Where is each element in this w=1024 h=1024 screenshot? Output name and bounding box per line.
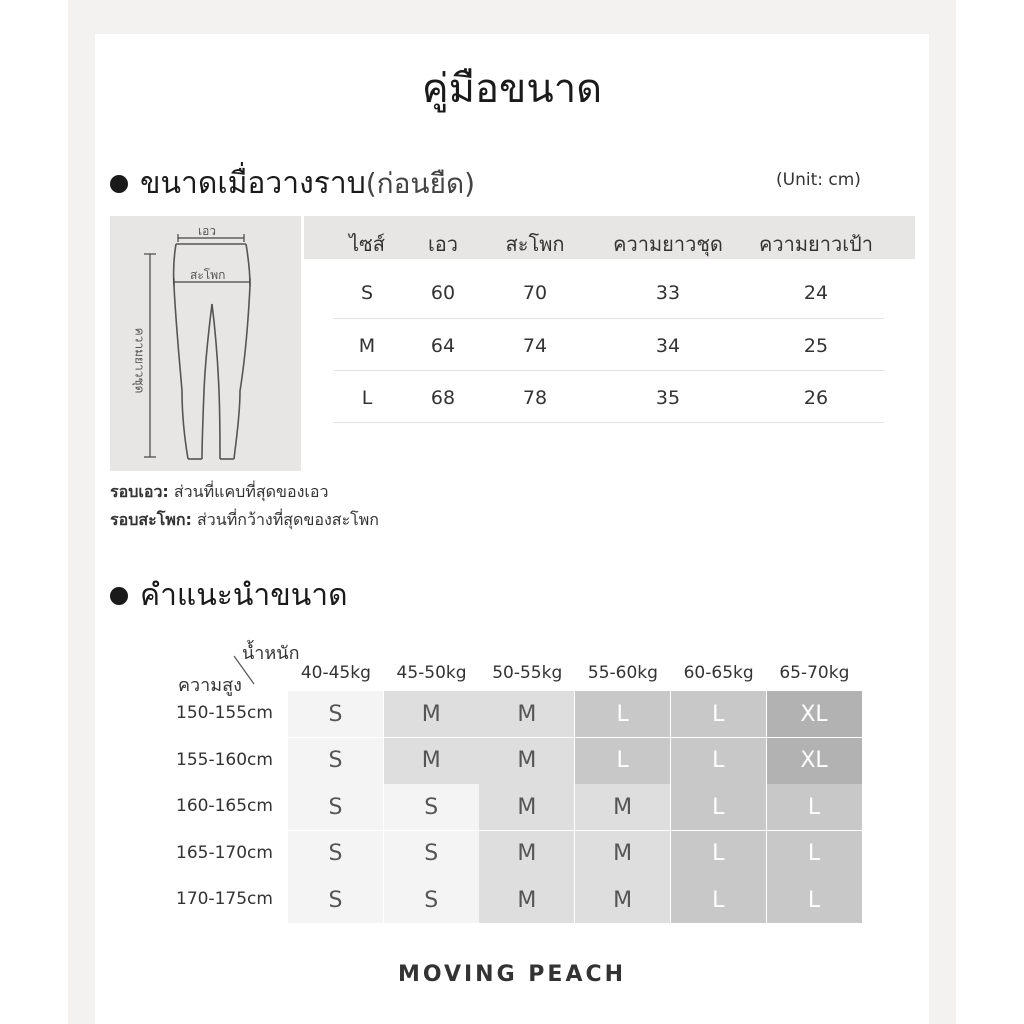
waist-label: เอว <box>198 224 217 238</box>
size-table-column-header: ความยาวเป้า <box>759 232 873 256</box>
size-table-cell: 34 <box>655 335 681 357</box>
size-recommendation-cell: S <box>288 877 384 924</box>
flat-size-heading-note: (ก่อนยืด) <box>365 166 476 200</box>
size-recommendation-cell: L <box>575 691 671 738</box>
height-row-header: 160-165cm <box>176 796 273 817</box>
weight-column-header: 50-55kg <box>492 663 563 683</box>
brand-logo: MOVING PEACH <box>397 962 627 987</box>
axis-divider-icon <box>230 650 260 690</box>
weight-column-header: 45-50kg <box>396 663 467 683</box>
size-recommendation-cell: M <box>479 877 575 924</box>
size-recommendation-cell: M <box>575 877 671 924</box>
size-table-cell: 70 <box>522 282 548 304</box>
size-table-cell: 24 <box>803 282 829 304</box>
flat-size-heading <box>110 160 475 207</box>
leggings-illustration <box>110 216 301 471</box>
weight-axis-label: น้ำหนัก <box>242 643 300 664</box>
size-recommendation-cell: M <box>575 831 671 878</box>
height-row-header: 165-170cm <box>176 842 273 863</box>
size-recommendation-cell: S <box>288 831 384 878</box>
waist-definition <box>110 480 328 505</box>
size-table-cell: 35 <box>655 387 681 409</box>
size-recommendation-cell: L <box>671 691 767 738</box>
waist-definition-term: รอบเอว: <box>110 482 169 501</box>
size-recommendation-cell: S <box>384 877 480 924</box>
hip-definition-term: รอบสะโพก: <box>110 510 192 529</box>
height-row-header: 150-155cm <box>176 703 273 723</box>
size-recommendation-cell: S <box>288 738 384 785</box>
size-table-cell: 60 <box>430 282 456 304</box>
size-recommendation-cell: M <box>479 738 575 785</box>
hip-label: สะโพก <box>190 268 226 282</box>
size-table-cell: 25 <box>803 335 829 357</box>
size-table-cell: 64 <box>430 335 456 357</box>
size-table-row-divider <box>334 422 884 423</box>
height-row-header: 155-160cm <box>176 749 273 770</box>
recommend-heading <box>110 572 348 619</box>
size-recommendation-cell: L <box>671 877 767 924</box>
size-table-row-divider <box>334 370 884 371</box>
size-recommendation-cell: L <box>767 877 863 924</box>
height-axis-label: ความสูง <box>178 675 242 696</box>
size-recommendation-cell: M <box>479 831 575 878</box>
size-recommendation-cell: S <box>288 691 384 738</box>
size-recommendation-cell: M <box>575 784 671 831</box>
size-table-column-header: ความยาวชุด <box>613 232 723 256</box>
size-table-cell: 78 <box>522 387 548 409</box>
weight-column-header: 65-70kg <box>779 663 850 683</box>
size-recommendation-cell: S <box>288 784 384 831</box>
size-table-cell: 68 <box>430 387 456 409</box>
size-recommendation-cell: S <box>384 784 480 831</box>
size-table-cell: S <box>360 282 374 304</box>
waist-definition-text: ส่วนที่แคบที่สุดของเอว <box>168 482 329 501</box>
size-recommendation-cell: M <box>479 691 575 738</box>
length-label: ความยาวชุด <box>132 327 147 394</box>
size-table-cell: 33 <box>655 282 681 304</box>
size-recommendation-cell: L <box>671 784 767 831</box>
size-recommendation-cell: M <box>384 738 480 785</box>
size-table-column-header: สะโพก <box>505 232 565 256</box>
unit-label: (Unit: cm) <box>776 170 861 190</box>
size-recommendation-cell: L <box>767 831 863 878</box>
size-recommendation-cell: M <box>384 691 480 738</box>
weight-column-header: 60-65kg <box>683 663 754 683</box>
weight-column-header: 55-60kg <box>587 663 658 683</box>
size-recommendation-cell: L <box>575 738 671 785</box>
size-recommendation-cell: M <box>479 784 575 831</box>
recommend-heading-text: คำแนะนำขนาด <box>140 578 348 613</box>
page-title: คู่มือขนาด <box>421 66 603 112</box>
height-row-header: 170-175cm <box>176 889 273 910</box>
size-recommendation-cell: L <box>767 784 863 831</box>
size-recommendation-cell: XL <box>767 691 863 738</box>
size-table-column-header: ไซส์ <box>349 232 385 256</box>
size-table-cell: 26 <box>803 387 829 409</box>
size-recommendation-cell: XL <box>767 738 863 785</box>
bullet-icon <box>110 175 128 193</box>
size-table-row-divider <box>334 318 884 319</box>
size-table-cell: 74 <box>522 335 548 357</box>
hip-definition-text: ส่วนที่กว้างที่สุดของสะโพก <box>191 510 379 529</box>
flat-size-heading-text: ขนาดเมื่อวางราบ <box>140 166 366 201</box>
size-table-cell: L <box>361 387 373 409</box>
weight-column-header: 40-45kg <box>300 663 371 683</box>
size-recommendation-cell: L <box>671 831 767 878</box>
size-table-column-header: เอว <box>427 232 459 256</box>
size-table-cell: M <box>358 335 376 357</box>
hip-definition <box>110 508 379 533</box>
size-recommendation-cell: L <box>671 738 767 785</box>
size-recommendation-cell: S <box>384 831 480 878</box>
bullet-icon <box>110 587 128 605</box>
